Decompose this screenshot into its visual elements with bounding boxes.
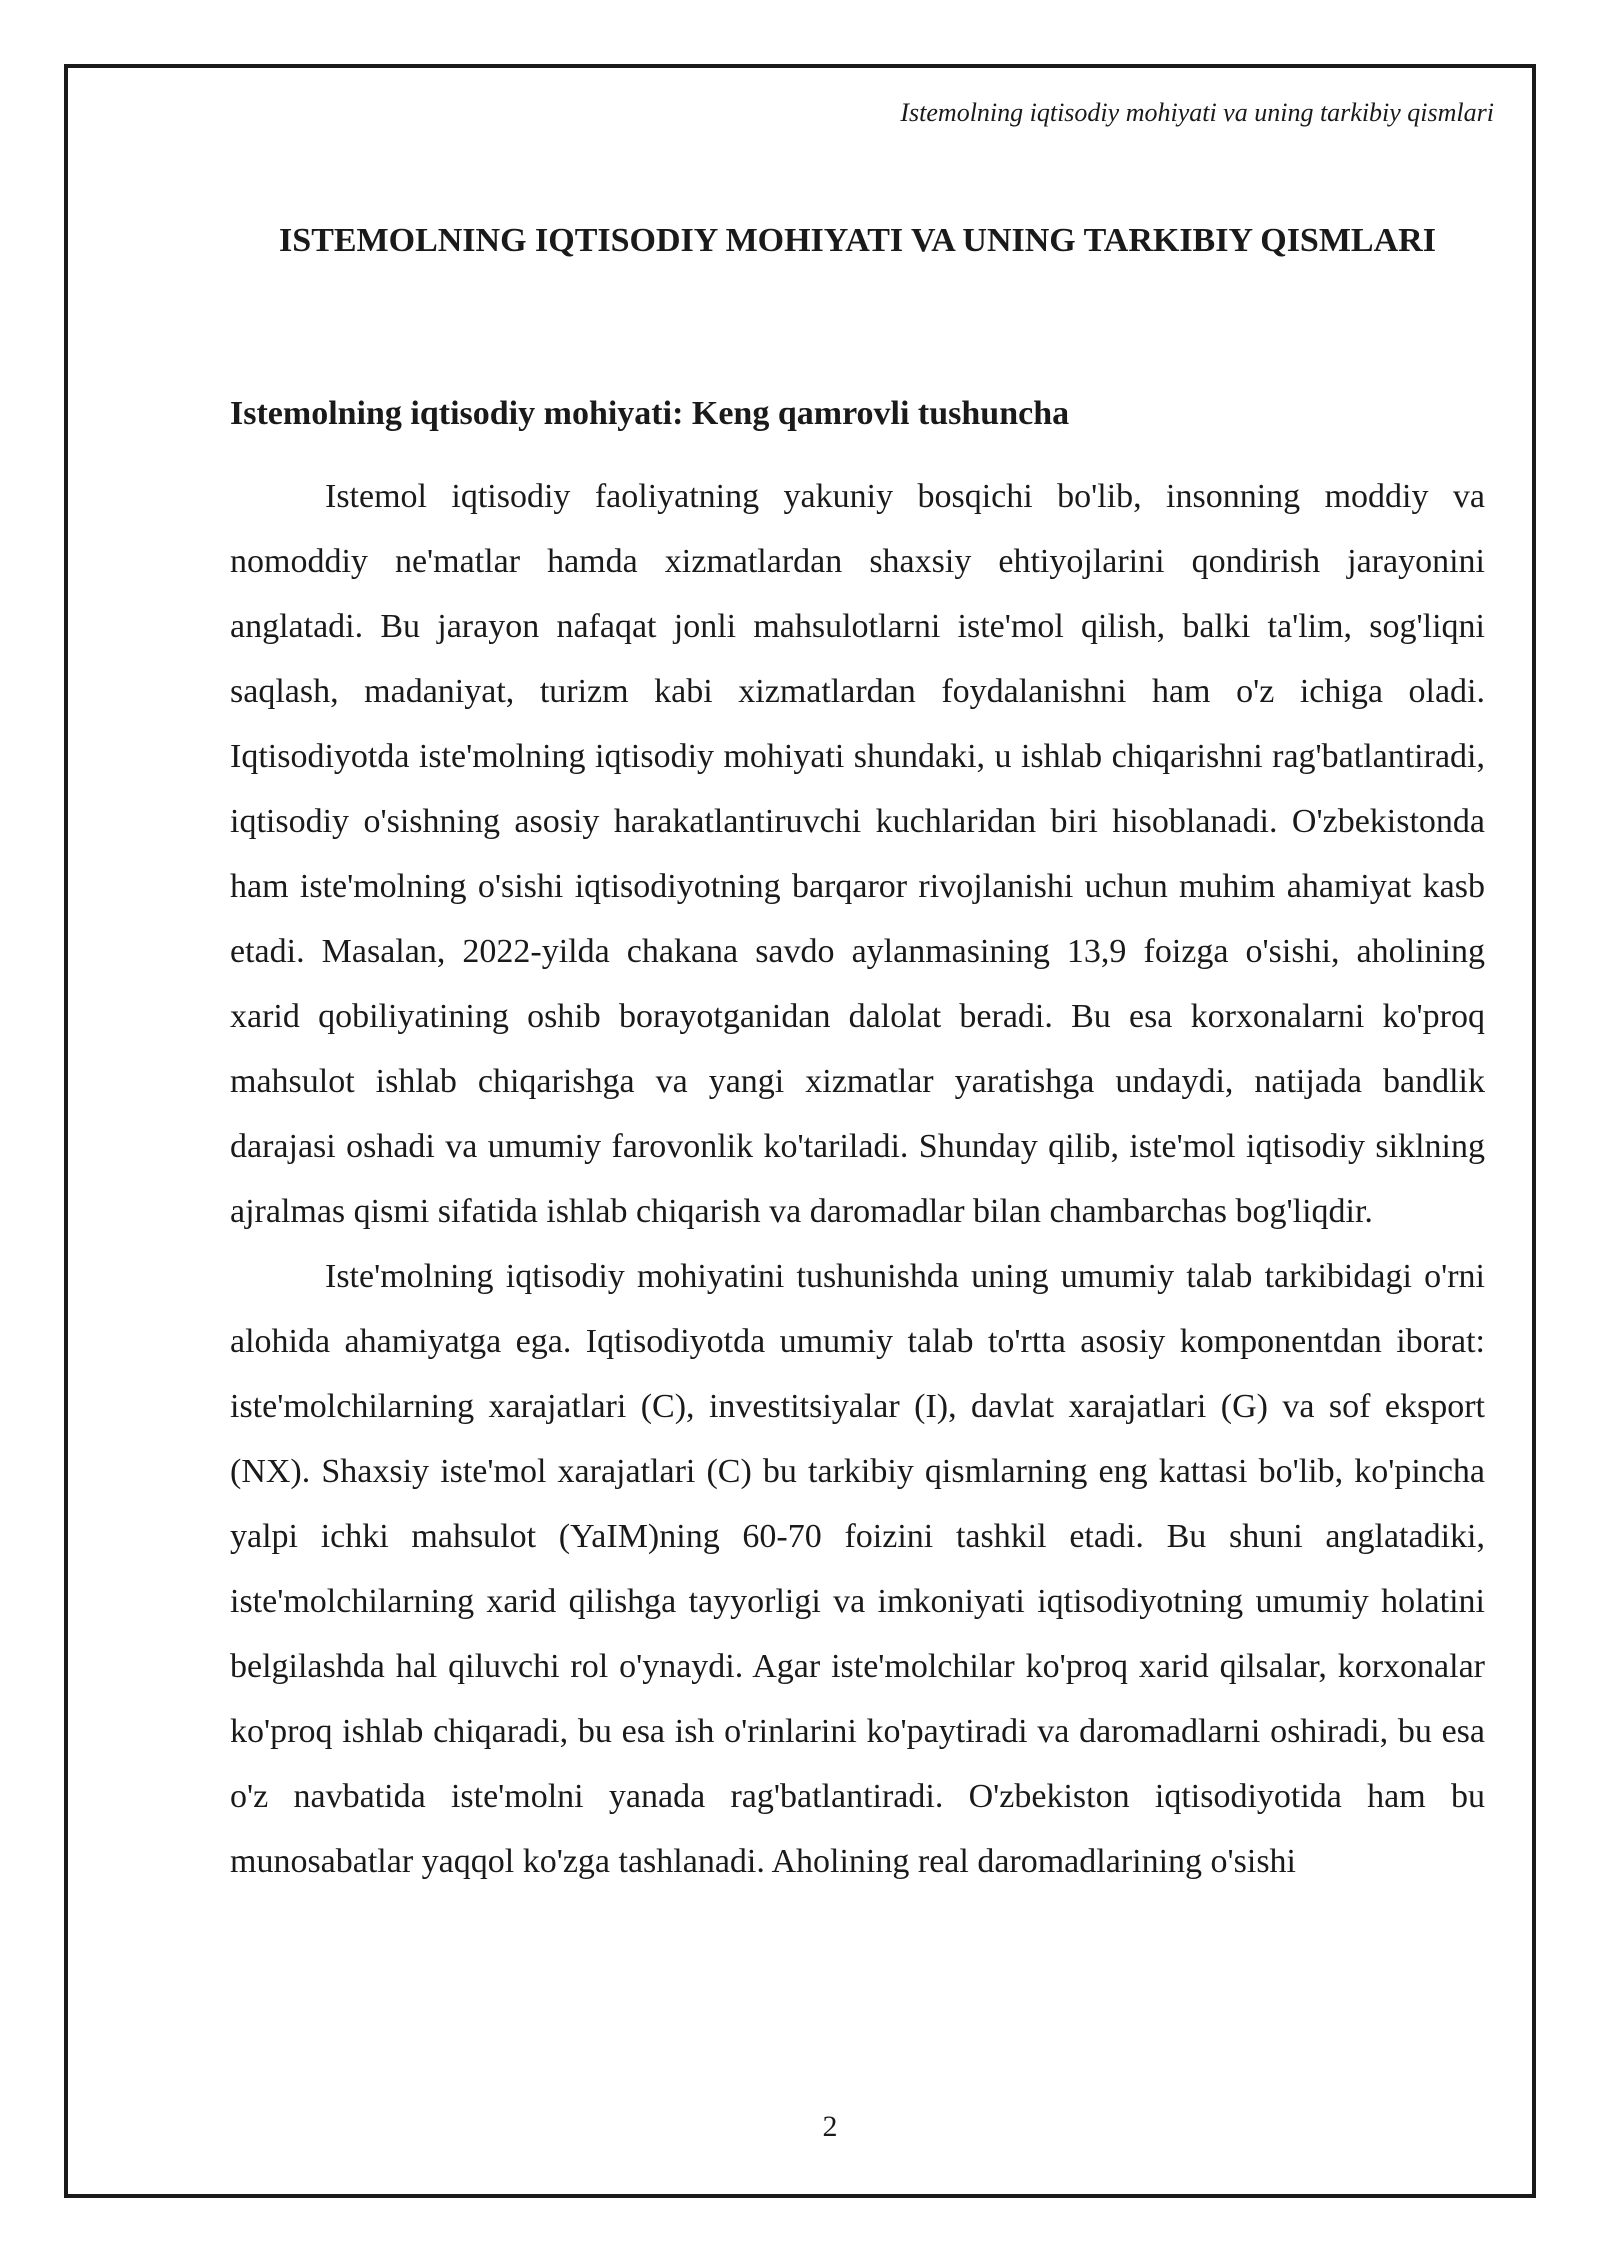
section-heading: Istemolning iqtisodiy mohiyati: Keng qamrovli tushuncha: [230, 395, 1070, 432]
paragraph-1: Istemol iqtisodiy faoliyatning yakuniy bosqichi bo'lib, insonning moddiy va nomoddiy ne'matlar hamda xizmatlardan shaxsiy ehtiyojlarini qondirish jarayonini anglatadi. Bu jarayon nafaqat jonli mahsulotlarni iste'mol qilish, balki ta'lim, sog'liqni saqlash, madaniyat, turizm kabi xizmatlardan foydalanishni ham o'z ichiga oladi. Iqtisodiyotda iste'molning iqtisodiy mohiyati shundaki, u ishlab chiqarishni rag'batlantiradi, iqtisodiy o'sishning asosiy harakatlantiruvchi kuchlaridan biri hisoblanadi. O'zbekistonda ham iste'molning o'sishi iqtisodiyotning barqaror rivojlanishi uchun muhim ahamiyat kasb etadi. Masalan, 2022-yilda chakana savdo aylanmasining 13,9 foizga o'sishi, aholining xarid qobiliyatining oshib borayotganidan dalolat beradi. Bu esa korxonalarni ko'proq mahsulot ishlab chiqarishga va yangi xizmatlar yaratishga undaydi, natijada bandlik darajasi oshadi va umumiy farovonlik ko'tariladi. Shunday qilib, iste'mol iqtisodiy siklning ajralmas qismi sifatida ishlab chiqarish va daromadlar bilan chambarchas bog'liqdir.: [230, 478, 1485, 1230]
document-title: ISTEMOLNING IQTISODIY MOHIYATI VA UNING TARKIBIY QISMLARI: [279, 222, 1436, 259]
body-text: [230, 464, 1485, 1894]
paragraph-2: Iste'molning iqtisodiy mohiyatini tushunishda uning umumiy talab tarkibidagi o'rni alohida ahamiyatga ega. Iqtisodiyotda umumiy talab to'rtta asosiy komponentdan iborat: iste'molchilarning xarajatlari (C), investitsiyalar (I), davlat xarajatlari (G) va sof eksport (NX). Shaxsiy iste'mol xarajatlari (C) bu tarkibiy qismlarning eng kattasi bo'lib, ko'pincha yalpi ichki mahsulot (YaIM)ning 60-70 foizini tashkil etadi. Bu shuni anglatadiki, iste'molchilarning xarid qilishga tayyorligi va imkoniyati iqtisodiyotning umumiy holatini belgilashda hal qiluvchi rol o'ynaydi. Agar iste'molchilar ko'proq xarid qilsalar, korxonalar ko'proq ishlab chiqaradi, bu esa ish o'rinlarini ko'paytiradi va daromadlarni oshiradi, bu esa o'z navbatida iste'molni yanada rag'batlantiradi. O'zbekiston iqtisodiyotida ham bu munosabatlar yaqqol ko'zga tashlanadi. Aholining real daromadlarining o'sishi: [230, 1258, 1485, 1880]
page-number: 2: [822, 2110, 838, 2143]
running-header: Istemolning iqtisodiy mohiyati va uning tarkibiy qismlari: [900, 98, 1494, 127]
